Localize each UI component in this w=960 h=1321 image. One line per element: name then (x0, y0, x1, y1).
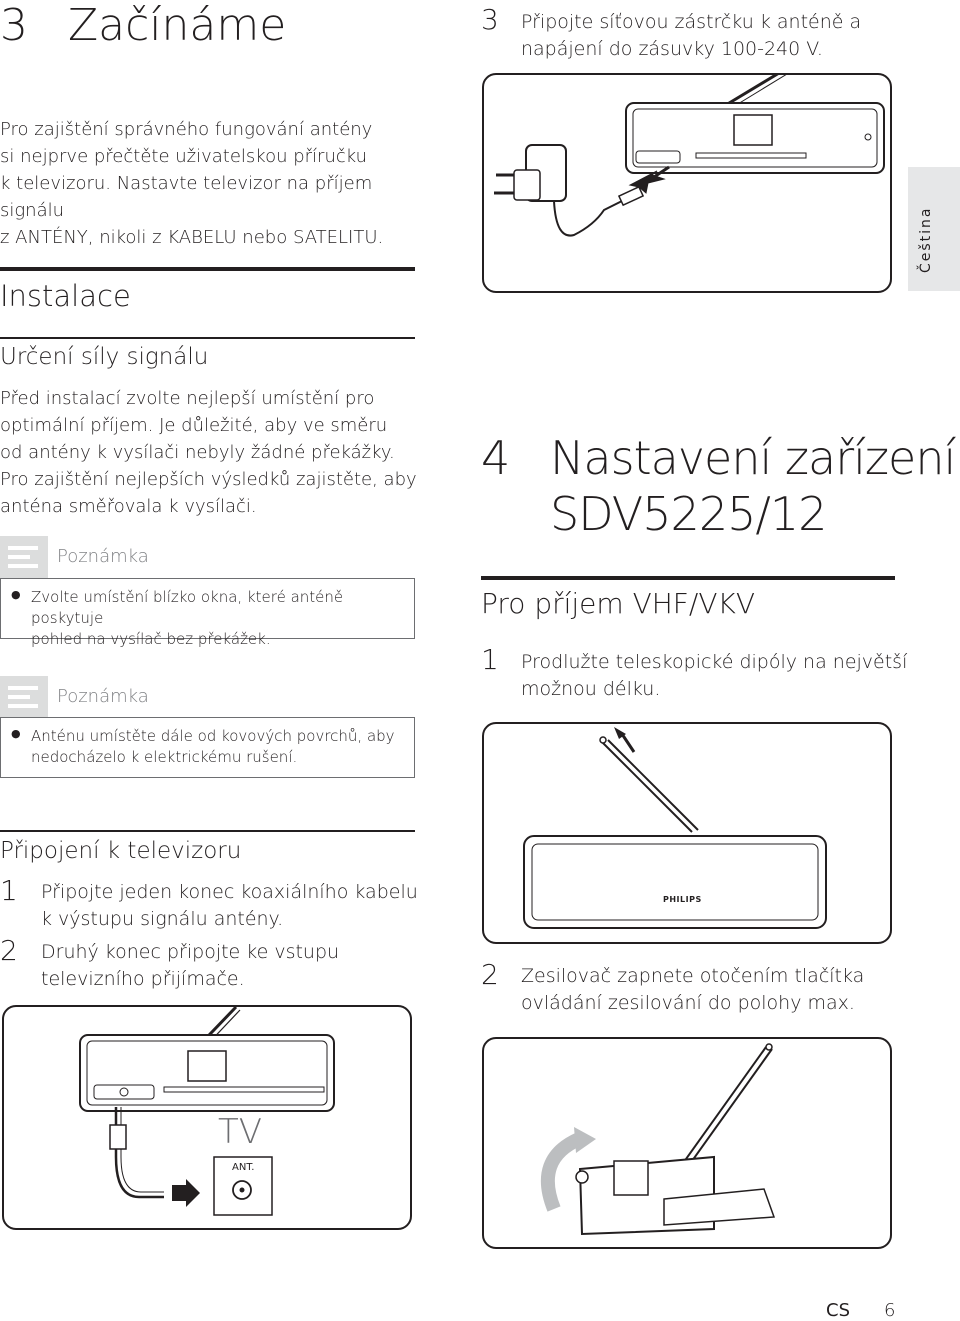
signal-title: Určení síly signálu (0, 344, 209, 370)
ant-label: ANT. (232, 1162, 255, 1173)
note-icon (0, 536, 48, 578)
signal-line: optimální příjem. Je důležité, aby ve směru (0, 415, 388, 436)
brand-label: PHILIPS (663, 895, 702, 904)
section-rule (0, 267, 415, 271)
intro-line: si nejprve přečtěte uživatelskou příručku (0, 146, 368, 167)
signal-line: anténa směřovala k vysílači. (0, 496, 257, 517)
language-tab[interactable] (908, 167, 960, 291)
chapter4-title: Nastavení zařízení SDV5225/12 (550, 431, 956, 541)
bullet: ● (11, 727, 21, 740)
intro-line: z ANTÉNY, nikoli z KABELU nebo SATELITU. (0, 227, 384, 248)
chapter4-number: 4 (481, 431, 510, 485)
note-box (0, 578, 415, 648)
tv-connection-figure (2, 1005, 412, 1230)
step-number: 1 (481, 643, 499, 676)
step-text: Připojte jeden konec koaxiálního kabelu k výstupu signálu antény. (41, 881, 418, 930)
chapter-title: Začínáme (68, 0, 287, 51)
vhf-title: Pro příjem VHF/VKV (481, 587, 755, 620)
subsection-rule (0, 830, 415, 832)
note-text: Anténu umístěte dále od kovových povrchů, aby nedocházelo k elektrickému rušení. (31, 727, 395, 766)
dipole-illustration (484, 724, 894, 946)
power-connection-illustration (484, 75, 894, 295)
note-box (0, 717, 415, 778)
step-text: Druhý konec připojte ke vstupu televizního přijímače. (41, 941, 340, 990)
note-icon (0, 676, 48, 718)
gain-illustration (484, 1039, 894, 1251)
intro-paragraph (0, 116, 420, 251)
tv-connection-title: Připojení k televizoru (0, 838, 242, 864)
footer-language: CS (826, 1300, 850, 1321)
step-number: 2 (481, 958, 499, 991)
section-rule (481, 576, 895, 580)
note-text: Zvolte umístění blízko okna, které anténě poskytuje pohled na vysílač bez překážek. (31, 588, 344, 648)
step-number: 2 (0, 934, 18, 967)
signal-line: od antény k vysílači nebyly žádné překážky. (0, 442, 395, 463)
note-label: Poznámka (57, 546, 149, 567)
step-number: 3 (481, 3, 499, 36)
chapter-number: 3 (0, 0, 28, 51)
subsection-rule (0, 337, 415, 339)
page-number: 6 (884, 1300, 896, 1321)
step-number: 1 (0, 874, 18, 907)
language-tab-label: Čeština (918, 206, 934, 273)
intro-line: k televizoru. Nastavte televizor na příjem signálu (0, 173, 373, 221)
power-connection-figure (482, 73, 892, 293)
tv-label: TV (218, 1112, 263, 1152)
step-text: Připojte síťovou zástrčku k anténě a napájení do zásuvky 100-240 V. (521, 11, 862, 60)
step-text: Prodlužte teleskopické dipóly na největší možnou délku. (521, 651, 908, 700)
step-text: Zesilovač zapnete otočením tlačítka ovládání zesilování do polohy max. (521, 965, 865, 1014)
tv-connection-illustration (4, 1007, 414, 1232)
signal-line: Před instalací zvolte nejlepší umístění pro (0, 388, 375, 409)
bullet: ● (11, 588, 21, 601)
signal-line: Pro zajištění nejlepších výsledků zajistěte, aby (0, 469, 417, 490)
note-label: Poznámka (57, 686, 149, 707)
signal-paragraph (0, 385, 420, 520)
dipole-figure (482, 722, 892, 944)
installation-title: Instalace (0, 279, 131, 313)
gain-figure (482, 1037, 892, 1249)
intro-line: Pro zajištění správného fungování antény (0, 119, 373, 140)
